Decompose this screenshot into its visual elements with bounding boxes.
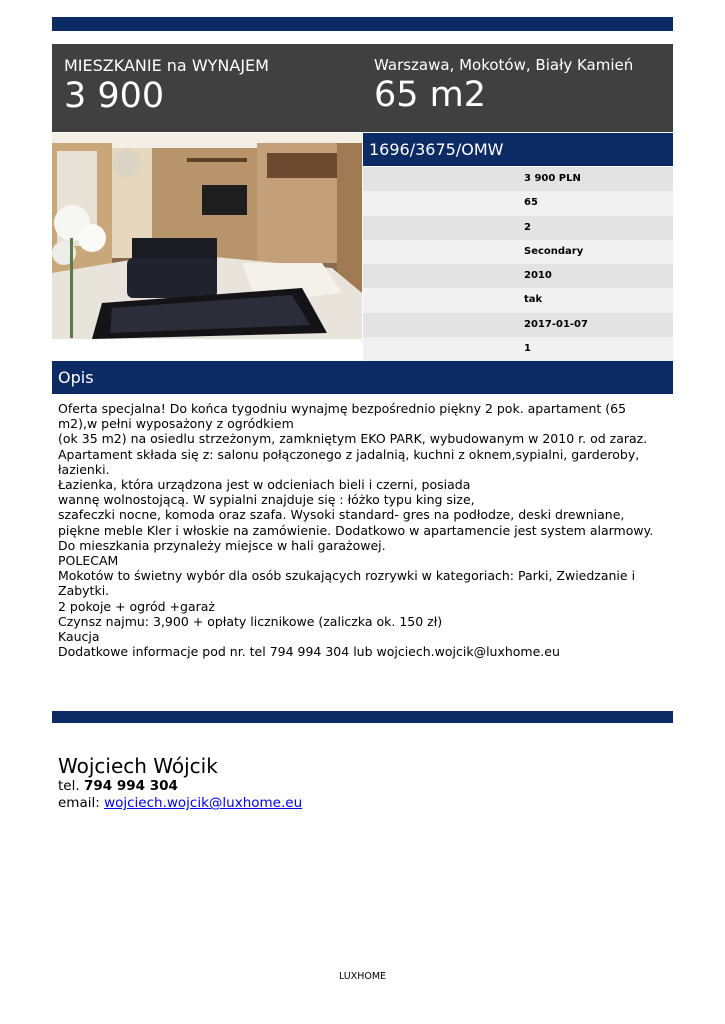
agent-phone: 794 994 304 xyxy=(83,778,178,794)
params-table xyxy=(363,167,673,361)
agent-phone-line xyxy=(58,778,302,795)
description-line: 2 pokoje + ogród +garaż xyxy=(58,598,215,614)
agent-name: Wojciech Wójcik xyxy=(58,754,218,778)
description-line: Łazienka, która urządzona jest w odcieniach bieli i czerni, posiada xyxy=(58,477,471,493)
param-row: 2017-01-07 xyxy=(363,313,673,337)
param-row: 2010 xyxy=(363,264,673,288)
listing-area: 65 m2 xyxy=(374,75,487,115)
reference-number: 1696/3675/OMW xyxy=(363,133,673,166)
footer-brand: LUXHOME xyxy=(338,971,387,982)
description-line: Mokotów to świetny wybór dla osób szukających rozrywki w kategoriach: Parki, Zwiedzanie i Zabytki. xyxy=(58,568,640,599)
description-body xyxy=(58,401,663,659)
description-line: POLECAM xyxy=(58,553,119,569)
param-row: 65 xyxy=(363,191,673,215)
description-line: Do mieszkania przynależy miejsce w hali garażowej. xyxy=(58,537,386,553)
description-line: Dodatkowe informacje pod nr. tel 794 994 304 lub wojciech.wojcik@luxhome.eu xyxy=(58,644,560,660)
agent-email-line xyxy=(58,795,302,812)
listing-price: 3 900 xyxy=(64,76,165,116)
listing-header xyxy=(52,44,673,132)
header-right xyxy=(374,55,633,115)
description-line: Apartament składa się z: salonu połączonego z jadalnią, kuchni z oknem,sypialni, garderoby, łazienki. xyxy=(58,446,644,477)
param-row: 1 xyxy=(363,337,673,361)
apartment-photo xyxy=(52,133,362,339)
description-line: Oferta specjalna! Do końca tygodniu wynajmę bezpośrednio piękny 2 pok. apartament (65 m2),w pełni wyposażony z ogródkiem xyxy=(58,401,631,432)
description-line: Czynsz najmu: 3,900 + opłaty licznikowe (zaliczka ok. 150 zł) xyxy=(58,613,443,629)
listing-type: MIESZKANIE na WYNAJEM xyxy=(64,56,269,75)
top-accent-bar xyxy=(52,17,673,31)
agent-email-link[interactable]: wojciech.wojcik@luxhome.eu xyxy=(104,795,303,811)
param-row: tak xyxy=(363,288,673,312)
email-label: email: xyxy=(58,795,100,811)
description-line: szafeczki nocne, komoda oraz szafa. Wysoki standard- gres na podłodze, deski drewniane, piękne meble Kler i włoskie na zamówienie. Dodatkowo w apartamencie jest system alarmowy. xyxy=(58,507,654,538)
listing-location: Warszawa, Mokotów, Biały Kamień xyxy=(374,56,634,74)
param-row: 2 xyxy=(363,216,673,240)
living-room-image xyxy=(52,133,362,339)
description-line: wannę wolnostojącą. W sypialni znajduje się : łóżko typu king size, xyxy=(58,492,475,508)
param-row: Secondary xyxy=(363,240,673,264)
header-left xyxy=(64,56,269,116)
bottom-accent-bar xyxy=(52,711,673,723)
description-line: (ok 35 m2) na osiedlu strzeżonym, zamkniętym EKO PARK, wybudowanym w 2010 r. od zaraz. xyxy=(58,431,648,447)
phone-label: tel. xyxy=(58,778,80,794)
param-row: 3 900 PLN xyxy=(363,167,673,191)
description-heading: Opis xyxy=(52,361,673,394)
description-line: Kaucja xyxy=(58,629,100,645)
agent-contact xyxy=(58,754,302,812)
